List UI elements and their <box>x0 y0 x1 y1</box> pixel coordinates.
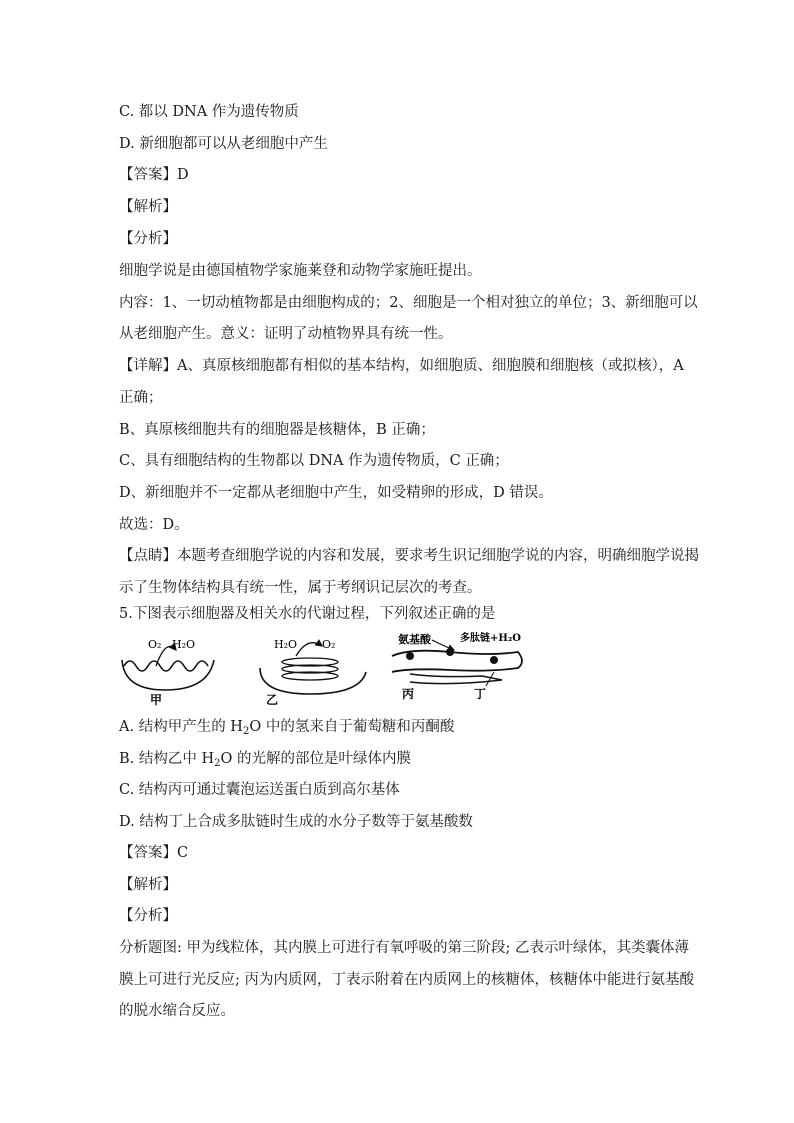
mito-inner-membrane <box>124 661 208 671</box>
answer-label: 【答案】D <box>119 167 189 183</box>
question-5: 5.下图表示细胞器及相关水的代谢过程，下列叙述正确的是 <box>119 606 496 622</box>
organelle-figure <box>110 628 540 708</box>
dianjing-line-1: 【点睛】本题考查细胞学说的内容和发展，要求考生识记细胞学说的内容，明确细胞学说揭 <box>119 548 699 564</box>
ribosome-pointer <box>486 672 494 686</box>
fenxi2-line-2: 膜上可进行光反应; 丙为内质网，丁表示附着在内质网上的核糖体，核糖体中能进行氨基酸 <box>119 972 694 988</box>
fenxi2-line-3: 的脱水缩合反应。 <box>119 1003 235 1019</box>
yi-label: 乙 <box>266 693 279 707</box>
dianjing-line-2: 示了生物体结构具有统一性，属于考纲识记层次的考查。 <box>119 580 482 596</box>
mito-h2o-label: H₂O <box>172 638 196 651</box>
mito-o2-label: O₂ <box>148 638 162 651</box>
ding-label: 丁 <box>474 687 487 701</box>
ribosome-3 <box>490 656 498 664</box>
d-option: D. 新细胞都可以从老细胞中产生 <box>119 136 328 152</box>
fenxi-text: 细胞学说是由德国植物学家施莱登和动物学家施旺提出。 <box>119 263 482 279</box>
content-line-2: 从老细胞产生。意义：证明了动植物界具有统一性。 <box>119 326 453 342</box>
jiexi-label-2: 【解析】 <box>119 877 177 893</box>
q5-option-a: A. 结构甲产生的 $H_2O$ 中的氢来自于葡萄糖和丙酮酸 <box>119 719 455 737</box>
q5-option-b: B. 结构乙中 $H_2O$ 的光解的部位是叶绿体内膜 <box>119 751 412 769</box>
chloroplast-diagram <box>260 638 366 707</box>
detail-a-line-1: 【详解】A、真原核细胞都有相似的基本结构，如细胞质、细胞膜和细胞核（或拟核），A <box>119 358 684 374</box>
chloro-h2o-label: H₂O <box>274 638 298 651</box>
peptide-label: 多肽链+H₂O <box>460 633 521 644</box>
chloro-arrow <box>296 643 322 656</box>
detail-d: D、新细胞并不一定都从老细胞中产生，如受精卵的形成，D 错误。 <box>119 485 553 501</box>
er-ribosome-diagram <box>392 631 522 701</box>
q5-option-d: D. 结构丁上合成多肽链时生成的水分子数等于氨基酸数 <box>119 814 473 830</box>
mitochondrion-diagram <box>122 638 214 707</box>
bing-label: 丙 <box>402 687 415 701</box>
fenxi-label: 【分析】 <box>119 231 177 247</box>
detail-a-line-2: 正确； <box>119 390 163 406</box>
content-line-1: 内容：1、一切动植物都是由细胞构成的；2、细胞是一个相对独立的单位；3、新细胞可以 <box>119 295 698 311</box>
fenxi-label-2: 【分析】 <box>119 908 177 924</box>
jiexi-label: 【解析】 <box>119 199 177 215</box>
conclusion: 故选：D。 <box>119 517 189 533</box>
q5-option-c: C. 结构丙可通过囊泡运送蛋白质到高尔基体 <box>119 782 400 798</box>
fenxi2-line-1: 分析题图: 甲为线粒体，其内膜上可进行有氧呼吸的第三阶段; 乙表示叶绿体，其类囊体薄 <box>119 940 689 956</box>
detail-b: B、真原核细胞共有的细胞器是核糖体，B 正确； <box>119 422 435 438</box>
amino-acid-arrow <box>432 640 454 650</box>
chloro-o2-label: O₂ <box>322 638 336 651</box>
ribosome-1 <box>406 652 414 660</box>
answer-label-2: 【答案】C <box>119 845 189 861</box>
jia-label: 甲 <box>150 693 163 707</box>
amino-acid-label: 氨基酸 <box>398 633 431 646</box>
detail-c: C、具有细胞结构的生物都以 DNA 作为遗传物质，C 正确； <box>119 453 509 469</box>
c-option: C. 都以 DNA 作为遗传物质 <box>119 104 299 120</box>
